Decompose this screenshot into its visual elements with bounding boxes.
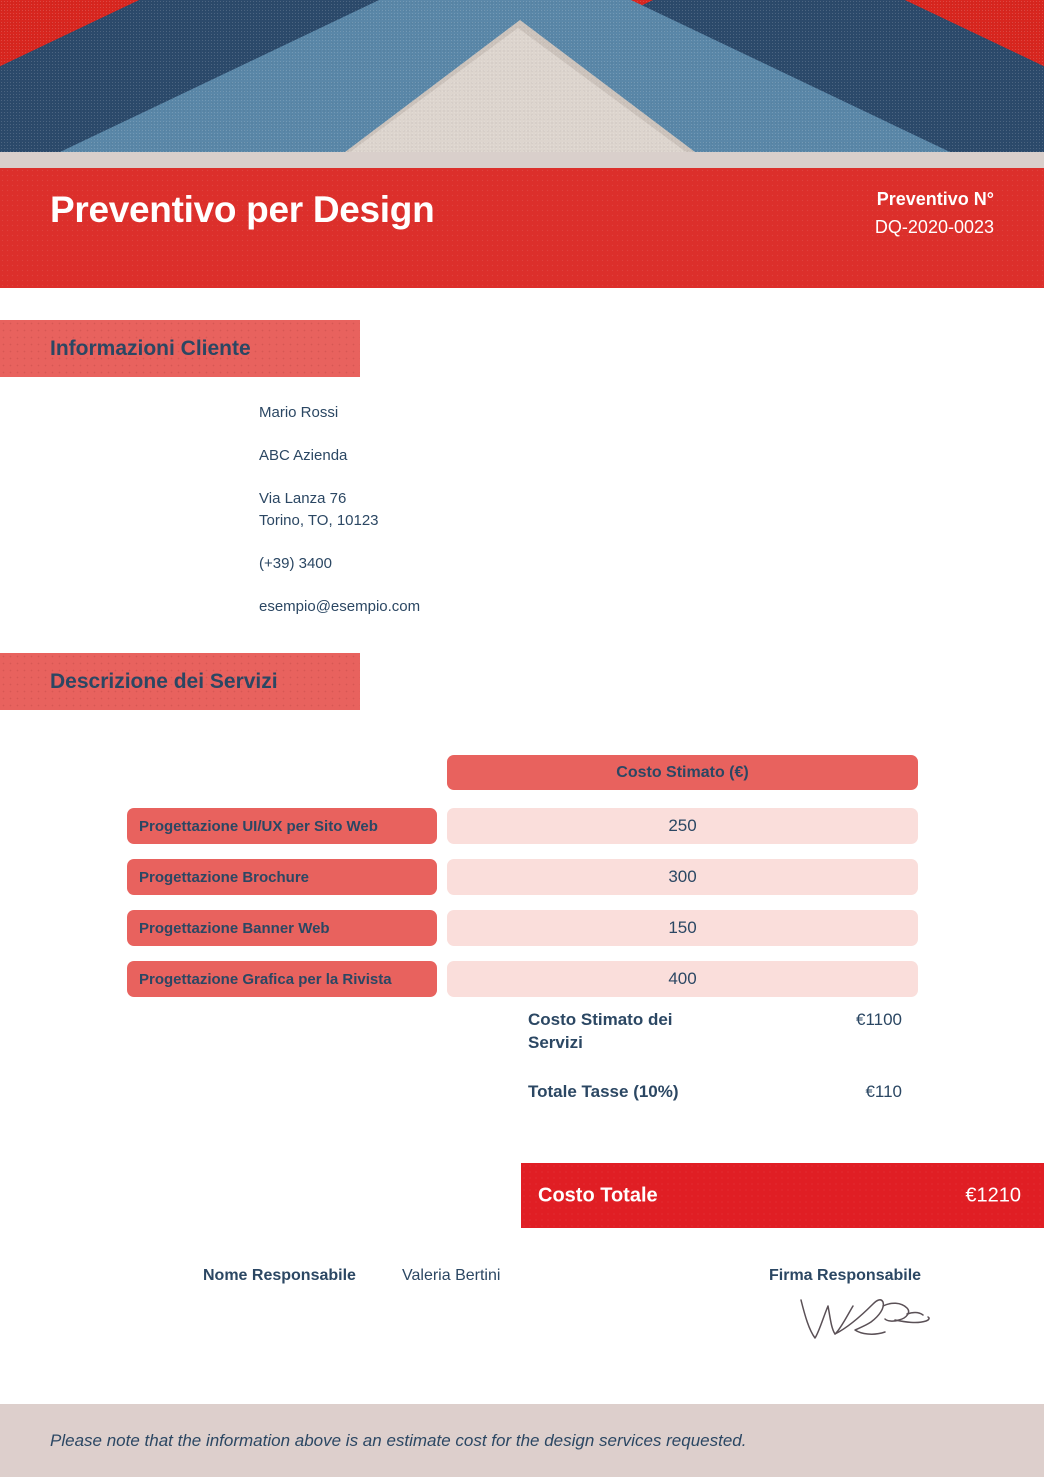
handwritten-signature-icon <box>795 1288 935 1354</box>
client-address <box>259 488 679 532</box>
client-info-block <box>259 402 679 618</box>
subtotal-row <box>528 1008 928 1052</box>
header-banner-image <box>0 0 1044 152</box>
tax-label: Totale Tasse (10%) <box>528 1082 679 1101</box>
column-header-cost: Costo Stimato (€) <box>447 755 918 790</box>
banner-chevrons-graphic <box>0 0 1044 152</box>
table-header-row <box>0 755 1044 798</box>
page-title: Preventivo per Design <box>50 189 435 230</box>
service-name: Progettazione UI/UX per Sito Web <box>127 808 437 844</box>
responsible-name-label: Nome Responsabile <box>203 1267 356 1284</box>
table-row <box>0 961 1044 1005</box>
service-cost: 400 <box>447 961 918 997</box>
service-name: Progettazione Grafica per la Rivista <box>127 961 437 997</box>
service-cost: 250 <box>447 808 918 844</box>
quote-number-value: DQ-2020-0023 <box>874 217 994 237</box>
grand-total-label: Costo Totale <box>538 1184 658 1206</box>
banner-bottom-strip <box>0 152 1044 168</box>
subtotal-value: €1100 <box>855 1010 902 1029</box>
section-header-client-label: Informazioni Cliente <box>50 336 251 360</box>
subtotal-label: Costo Stimato dei Servizi <box>528 1010 673 1052</box>
tax-value: €110 <box>865 1082 902 1101</box>
client-company: ABC Azienda <box>259 447 348 464</box>
client-email: esempio@esempio.com <box>259 598 421 615</box>
service-cost: 300 <box>447 859 918 895</box>
client-phone: (+39) 3400 <box>259 555 332 572</box>
tax-row <box>528 1080 928 1124</box>
section-header-services <box>0 653 360 710</box>
title-band <box>0 168 1044 288</box>
service-cost: 150 <box>447 910 918 946</box>
grand-total-bar <box>521 1163 1044 1228</box>
responsible-signature-label: Firma Responsabile <box>769 1267 922 1284</box>
client-address-line1: Via Lanza 76 <box>259 490 347 507</box>
quote-number-label: Preventivo N° <box>876 189 994 209</box>
grand-total-value: €1210 <box>965 1184 1021 1206</box>
table-row <box>0 910 1044 954</box>
table-row <box>0 859 1044 903</box>
section-header-client <box>0 320 360 377</box>
client-name: Mario Rossi <box>259 404 339 421</box>
signature-image <box>795 1288 935 1354</box>
service-name: Progettazione Brochure <box>127 859 437 895</box>
services-table <box>0 755 1044 1012</box>
section-header-services-label: Descrizione dei Servizi <box>50 669 278 693</box>
footer-note-text: Please note that the information above is an estimate cost for the design services requested. <box>50 1430 747 1450</box>
totals-block <box>528 1008 928 1152</box>
client-address-line2: Torino, TO, 10123 <box>259 512 379 529</box>
service-name: Progettazione Banner Web <box>127 910 437 946</box>
footer-note-bar <box>0 1404 1044 1477</box>
quote-number-block <box>875 186 994 242</box>
responsible-name-value: Valeria Bertini <box>402 1267 501 1284</box>
table-row <box>0 808 1044 852</box>
